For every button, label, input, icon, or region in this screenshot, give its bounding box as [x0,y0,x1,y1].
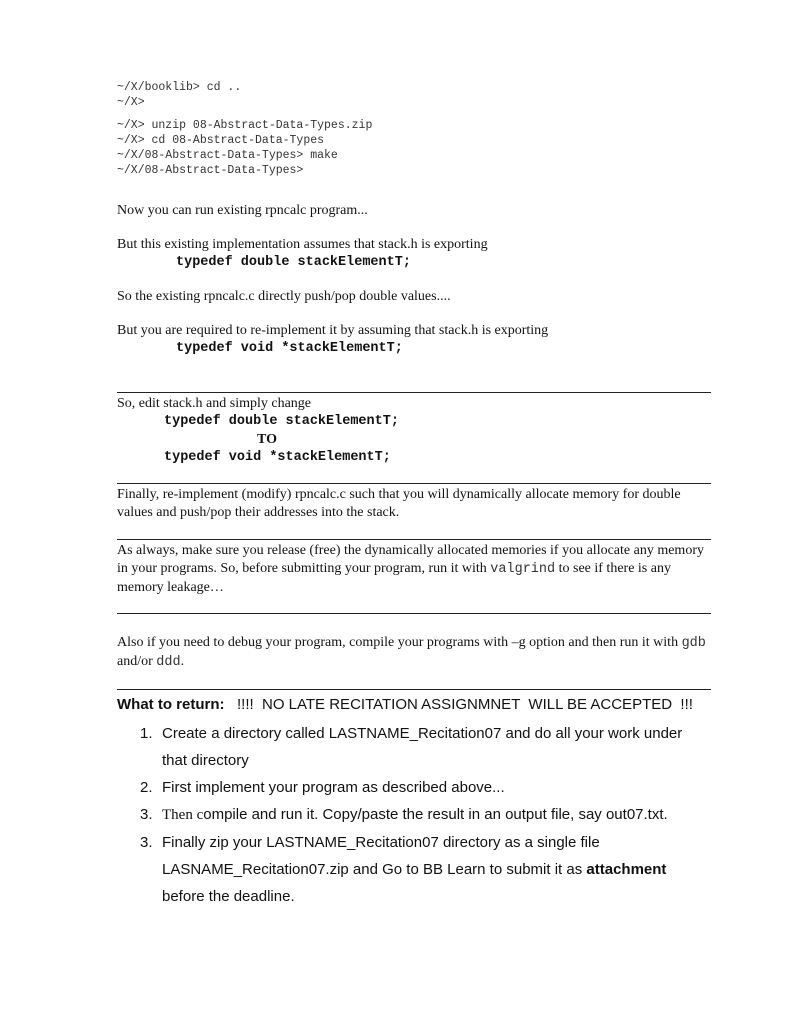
list-item [140,801,710,829]
step-text: Create a directory called LASTNAME_Recitation07 and do all your work under that directory [162,725,683,769]
to-label: TO [257,432,277,447]
release-text: As always, make sure you release (free) the dynamically allocated memories if you allocate any memory in your programs. So, before submitting your program, run it with [117,543,704,576]
code-void-typedef: typedef void *stackElementT; [176,341,403,356]
list-item [140,720,710,774]
step-number: 3. [140,834,153,851]
list-item [140,829,710,910]
ddd-tool: ddd [156,655,181,670]
terminal-line: ~/X/08-Abstract-Data-Types> [117,164,304,177]
required-text: But you are required to re-implement it by assuming that stack.h is exporting [117,323,549,338]
what-to-return-label: What to return: [117,696,225,713]
run-paragraph: Now you can run existing rpncalc program... [117,203,368,218]
edit-text: So, edit stack.h and simply change [117,396,312,411]
step-text-main: Finally zip your LASTNAME_Recitation07 directory as a single file LASNAME_Recitation07.zip and Go to BB Learn to submit it as [162,834,600,878]
debug-text: Also if you need to debug your program, compile your programs with –g option and then run it with [117,635,682,650]
terminal-line: ~/X/booklib> cd .. [117,81,242,94]
valgrind-tool: valgrind [490,562,556,577]
terminal-line: ~/X> [117,96,145,109]
step-text-end: before the deadline. [162,888,295,905]
divider [117,613,711,614]
code-from: typedef double stackElementT; [164,414,399,429]
required-paragraph [117,322,717,358]
step-number: 3. [140,806,153,823]
step-text: First implement your program as described above... [162,779,505,796]
late-notice: !!!! NO LATE RECITATION ASSIGNMNET WILL BE ACCEPTED !!! [224,696,693,713]
divider [117,483,711,484]
terminal-line: ~/X/08-Abstract-Data-Types> make [117,149,338,162]
release-text-end: to see if there is any memory leakage… [117,561,671,595]
divider [117,689,711,690]
return-steps-list [140,720,710,910]
push-pop-paragraph: So the existing rpncalc.c directly push/pop double values.... [117,289,451,304]
debug-text-mid: and/or [117,654,157,669]
divider [117,392,711,393]
assumes-paragraph [117,236,717,272]
step-number: 2. [140,779,153,796]
edit-section [117,395,717,467]
code-double-typedef: typedef double stackElementT; [176,255,411,270]
step-text [162,829,710,910]
terminal-line: ~/X> cd 08-Abstract-Data-Types [117,134,325,147]
step-text [162,801,710,829]
step-text-rest: ompile and run it. Copy/paste the result in an output file, say out07.txt. [203,806,668,823]
terminal-gap [117,110,372,118]
terminal-output [117,80,372,178]
attachment-emphasis: attachment [586,861,667,878]
release-paragraph [117,542,717,597]
assumes-text: But this existing implementation assumes that stack.h is exporting [117,237,488,252]
debug-text-end: . [180,654,185,669]
terminal-line: ~/X> unzip 08-Abstract-Data-Types.zip [117,119,373,132]
what-to-return-heading [117,696,693,713]
divider [117,539,711,540]
debug-paragraph [117,634,717,672]
code-to: typedef void *stackElementT; [164,450,391,465]
gdb-tool: gdb [681,636,706,651]
step-number: 1. [140,725,153,742]
reimplement-paragraph: Finally, re-implement (modify) rpncalc.c such that you will dynamically allocate memory for double values and push/pop their addresses into the stack. [117,487,681,520]
step-text-serif: Then c [162,807,204,823]
list-item [140,774,710,801]
